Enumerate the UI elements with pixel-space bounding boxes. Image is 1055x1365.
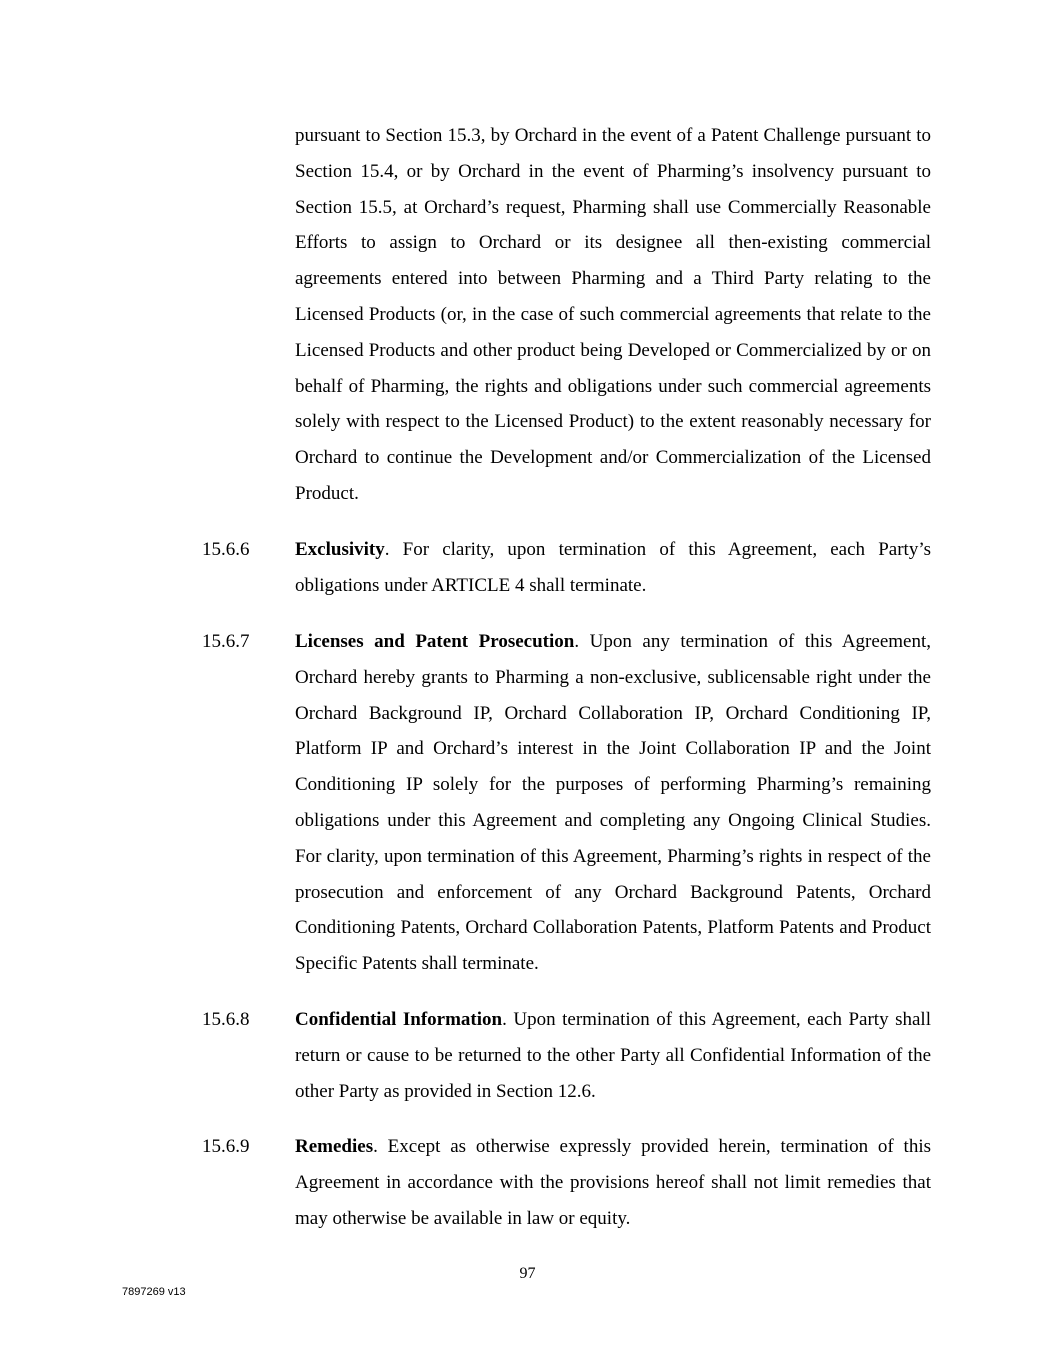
- section-text: . For clarity, upon termination of this Agreement, each Party’s obligations under ARTICLE 4 shall terminate.: [295, 539, 931, 596]
- section-body: [295, 1129, 931, 1236]
- section-number: 15.6.9: [202, 1136, 250, 1157]
- page-number: 97: [519, 1265, 536, 1282]
- section-body: [295, 624, 931, 982]
- section-number: 15.6.8: [202, 1009, 250, 1030]
- section-number: 15.6.7: [202, 631, 250, 652]
- section-text: . Upon termination of this Agreement, each Party shall return or cause to be returned to the other Party all Confidential Information of the other Party as provided in Section 12.6.: [295, 1009, 931, 1102]
- section-body: [295, 1002, 931, 1109]
- section-text: . Except as otherwise expressly provided herein, termination of this Agreement in accordance with the provisions hereof shall not limit remedies that may otherwise be available in law or equity.: [295, 1136, 931, 1229]
- section-body: [295, 532, 931, 604]
- continuation-paragraph: pursuant to Section 15.3, by Orchard in the event of a Patent Challenge pursuant to Section 15.4, or by Orchard in the event of Pharming’s insolvency pursuant to Section 15.5, at Orchard’s request, Pharming shall use Commercially Reasonable Efforts to assign to Orchard or its designee all then-existing commercial agreements entered into between Pharming and a Third Party relating to the Licensed Products (or, in the case of such commercial agreements that relate to the Licensed Products and other product being Developed or Commercialized by or on behalf of Pharming, the rights and obligations under such commercial agreements solely with respect to the Licensed Product) to the extent reasonably necessary for Orchard to continue the Development and/or Commercialization of the Licensed Product.: [295, 125, 931, 504]
- section-heading: Exclusivity: [295, 539, 385, 560]
- section-text: . Upon any termination of this Agreement, Orchard hereby grants to Pharming a non-exclusive, sublicensable right under the Orchard Background IP, Orchard Collaboration IP, Orchard Conditioning IP, Platform IP and Orchard’s interest in the Joint Collaboration IP and the Joint Conditioning IP solely for the purposes of performing Pharming’s remaining obligations under this Agreement and completing any Ongoing Clinical Studies. For clarity, upon termination of this Agreement, Pharming’s rights in respect of the prosecution and enforcement of any Orchard Background Patents, Orchard Conditioning Patents, Orchard Collaboration Patents, Platform Patents and Product Specific Patents shall terminate.: [295, 631, 931, 975]
- section-number: 15.6.6: [202, 539, 250, 560]
- section-heading: Licenses and Patent Prosecution: [295, 631, 575, 652]
- section-heading: Confidential Information: [295, 1009, 503, 1030]
- section-heading: Remedies: [295, 1136, 374, 1157]
- document-id: 7897269 v13: [122, 1286, 186, 1298]
